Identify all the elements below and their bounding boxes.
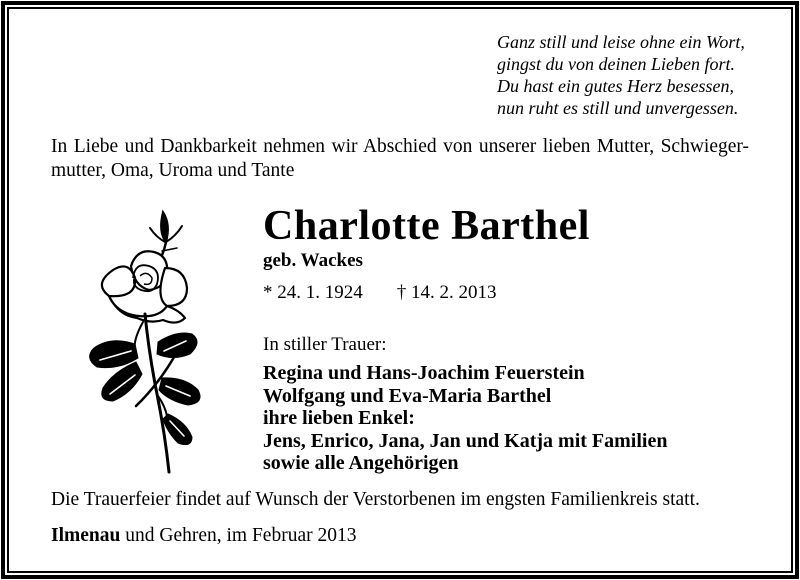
funeral-note: Die Trauerfeier findet auf Wunsch der Verstorbenen im engsten Familienkreis statt. (51, 489, 700, 510)
mourner-line: Regina und Hans-Joachim Feuerstein (263, 362, 585, 384)
mourners-list (263, 362, 749, 475)
rose-icon (79, 204, 211, 476)
outer-frame-border (1, 1, 799, 579)
place-date-rest: und Gehren, im Februar 2013 (120, 525, 357, 546)
place-date-line (51, 524, 749, 547)
inner-frame-border (7, 7, 793, 573)
intro-line: mutter, Oma, Uroma und Tante (51, 159, 295, 181)
mourner-line: sowie alle Angehörigen (263, 452, 459, 474)
intro-line: In Liebe und Dankbarkeit nehmen wir Abschied von unserer lieben Mutter, Schwieger- (51, 136, 749, 157)
intro-paragraph (51, 135, 749, 182)
poem-line: nun ruht es still und unvergessen. (497, 98, 739, 118)
rose-illustration (79, 204, 211, 476)
poem-line: Du hast ein gutes Herz besessen, (497, 76, 734, 96)
poem-line: gingst du von deinen Lieben fort. (497, 54, 735, 74)
poem-line: Ganz still und leise ohne ein Wort, (497, 32, 745, 52)
mourner-line: Jens, Enrico, Jana, Jan und Katja mit Familien (263, 429, 668, 452)
mourner-line: ihre lieben Enkel: (263, 407, 415, 429)
life-dates (263, 282, 749, 304)
deceased-name: Charlotte Barthel (263, 203, 590, 249)
maiden-name: geb. Wackes (263, 250, 363, 271)
main-section (51, 204, 749, 476)
mourner-line: Wolfgang und Eva-Maria Barthel (263, 384, 552, 407)
memorial-poem (497, 31, 745, 119)
death-date: † 14. 2. 2013 (396, 282, 497, 303)
birth-date: * 24. 1. 1924 (263, 282, 363, 303)
mourning-intro: In stiller Trauer: (263, 334, 387, 355)
city-name: Ilmenau (51, 525, 121, 546)
deceased-details (263, 204, 749, 475)
